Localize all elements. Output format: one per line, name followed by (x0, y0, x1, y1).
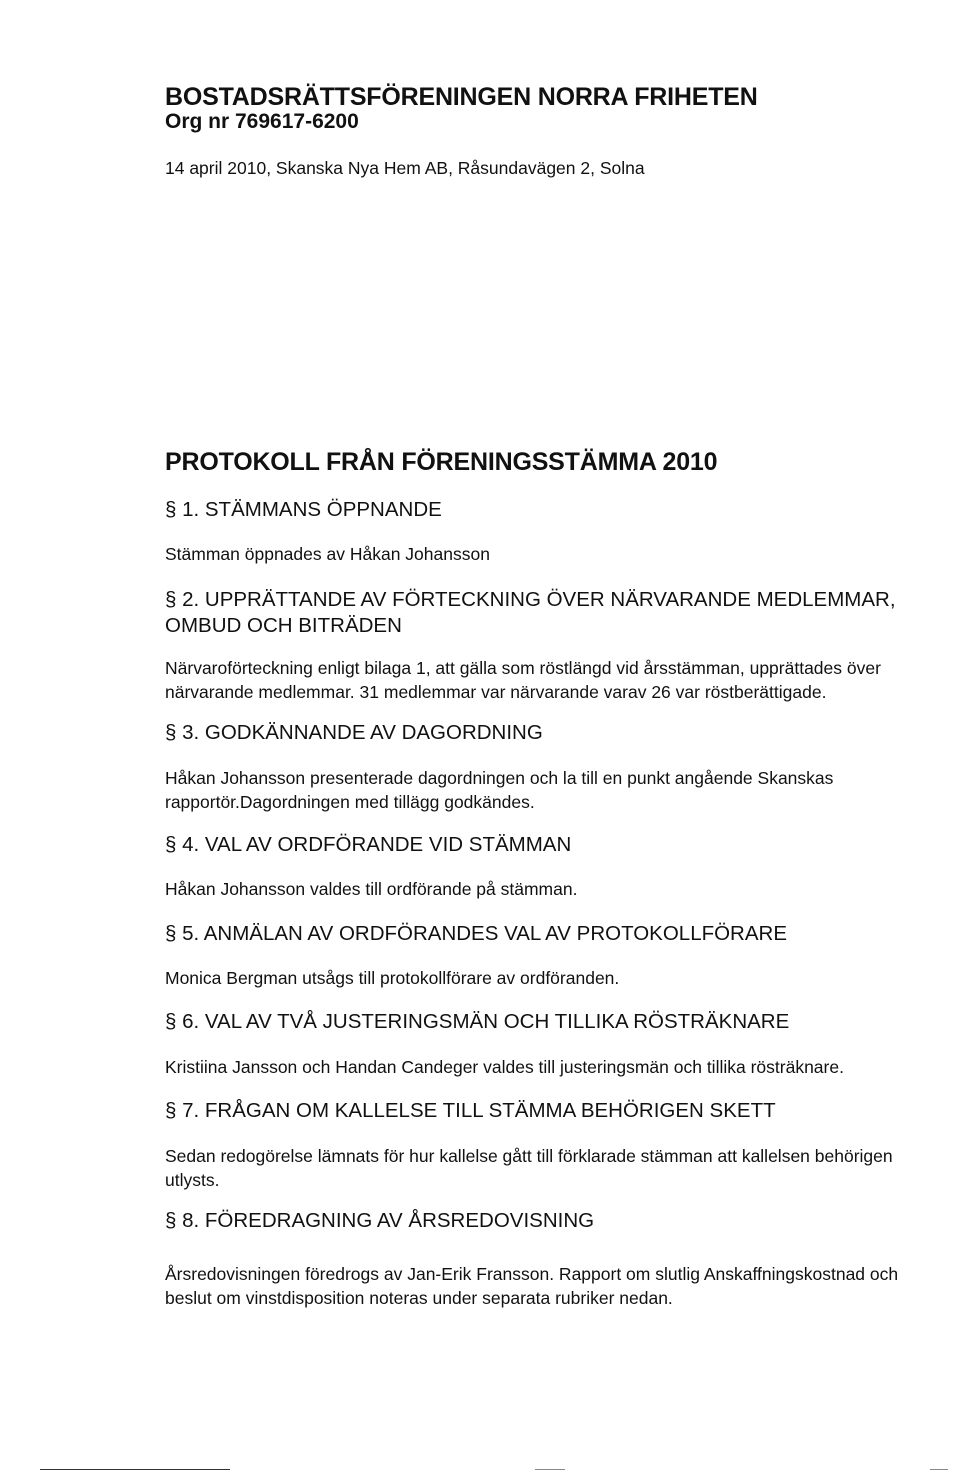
section-3-heading: § 3. GODKÄNNANDE AV DAGORDNING (165, 721, 543, 744)
section-7-text: Sedan redogörelse lämnats för hur kallelse gått till förklarade stämman att kallelsen behörigen utlysts. (165, 1146, 893, 1190)
section-8-heading: § 8. FÖREDRAGNING AV ÅRSREDOVISNING (165, 1209, 595, 1232)
section-6-heading: § 6. VAL AV TVÅ JUSTERINGSMÄN OCH TILLIKA RÖSTRÄKNARE (165, 1010, 790, 1033)
section-2-heading: § 2. UPPRÄTTANDE AV FÖRTECKNING ÖVER NÄRVARANDE MEDLEMMAR, OMBUD OCH BITRÄDEN (165, 588, 896, 637)
org-number: Org nr 769617-6200 (165, 110, 359, 133)
meeting-info: 14 april 2010, Skanska Nya Hem AB, Råsundavägen 2, Solna (165, 158, 645, 178)
section-3-text: Håkan Johansson presenterade dagordningen och la till en punkt angående Skanskas rapportör.Dagordningen med tillägg godkändes. (165, 768, 834, 812)
section-8-text: Årsredovisningen föredrogs av Jan-Erik Fransson. Rapport om slutlig Anskaffningskostnad och beslut om vinstdisposition noteras under separata rubriker nedan. (165, 1264, 899, 1308)
footer-scan-mark (535, 1469, 565, 1470)
org-name: BOSTADSRÄTTSFÖRENINGEN NORRA FRIHETEN (165, 83, 758, 111)
section-5-text: Monica Bergman utsågs till protokollförare av ordföranden. (165, 968, 620, 988)
footer-scan-line (40, 1469, 230, 1470)
footer-scan-mark (930, 1469, 948, 1470)
section-2-text: Närvaroförteckning enligt bilaga 1, att gälla som röstlängd vid årsstämman, upprättades över närvarande medlemmar. 31 medlemmar var närvarande varav 26 var röstberättigade. (165, 658, 881, 702)
section-1-text: Stämman öppnades av Håkan Johansson (165, 544, 490, 564)
section-4-text: Håkan Johansson valdes till ordförande på stämman. (165, 879, 578, 899)
section-5-heading: § 5. ANMÄLAN AV ORDFÖRANDES VAL AV PROTOKOLLFÖRARE (165, 922, 788, 945)
section-6-text: Kristiina Jansson och Handan Candeger valdes till justeringsmän och tillika rösträknare. (165, 1057, 844, 1077)
protocol-title: PROTOKOLL FRÅN FÖRENINGSSTÄMMA 2010 (165, 448, 718, 476)
section-1-heading: § 1. STÄMMANS ÖPPNANDE (165, 498, 442, 521)
section-4-heading: § 4. VAL AV ORDFÖRANDE VID STÄMMAN (165, 833, 572, 856)
section-7-heading: § 7. FRÅGAN OM KALLELSE TILL STÄMMA BEHÖRIGEN SKETT (165, 1099, 776, 1122)
